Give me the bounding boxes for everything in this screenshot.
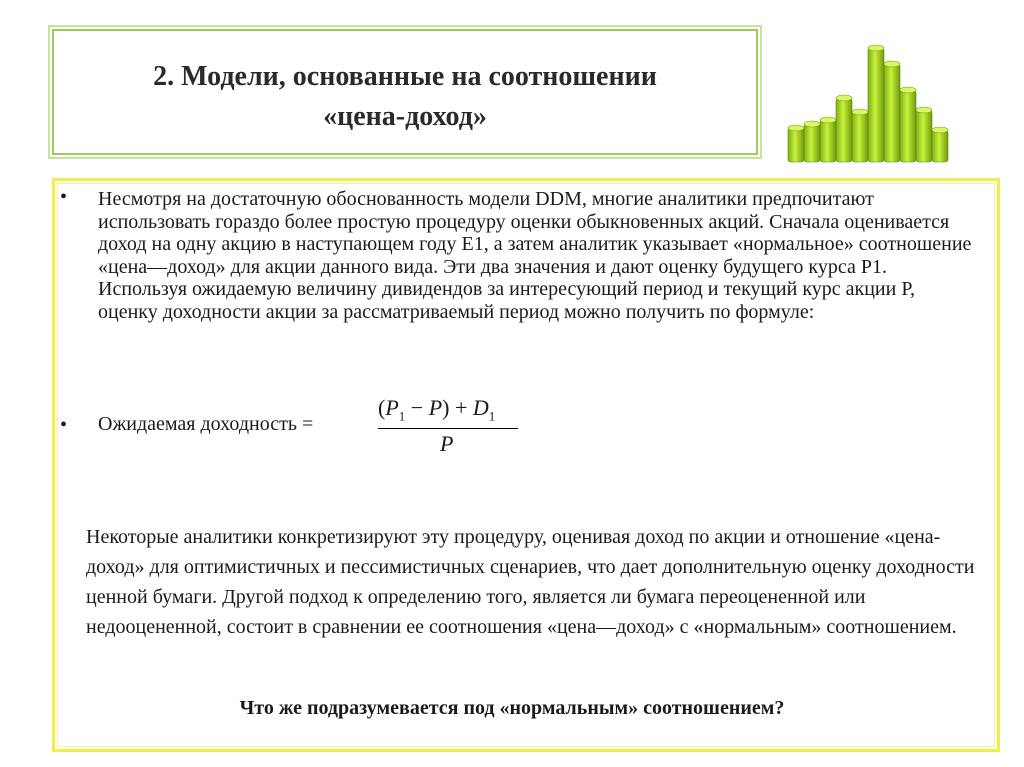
bullet-1-text: Несмотря на достаточную обоснованность модели DDM, многие аналитики предпочитают использовать гораздо более простую процедуру оценки обыкновенных акций. Сначала оценивается доход на одну акцию в наступающем году Е1, а затем аналитик указывает «нормальное» соотношение «цена—доход» для акции данного вида. Эти два значения и дают оценку будущего курса Р1. Используя ожидаемую величину дивидендов за интересующий период и текущий курс акции Р, оценку доходности акции за рассматриваемый период можно получить по формуле: <box>98 188 972 323</box>
title-line-2: «цена-доход» <box>323 101 487 132</box>
title-box <box>52 29 758 155</box>
formula-numerator: $(P_1 - P) + D_1$ <box>378 395 496 424</box>
green-bar-chart-icon <box>780 40 970 170</box>
closing-question: Что же подразумевается под «нормальным» соотношением? <box>239 697 785 719</box>
slide-title <box>54 57 756 137</box>
bullet-1-marker: • <box>60 186 68 208</box>
paragraph-2: Некоторые аналитики конкретизируют эту процедуру, оценивая доход по акции и отношение «цена-доход» для оптимистичных и пессимистичных сценариев, что дает дополнительную оценку доходности ценной бумаги. Другой подход к определению того, является ли бумага переоцененной или недооцененной, состоит в сравнении ее соотношения «цена—доход» с «нормальным» соотношением. <box>86 526 975 638</box>
bullet-2-marker: • <box>60 414 68 436</box>
formula-label: Ожидаемая доходность = <box>98 413 314 435</box>
formula-denominator: P <box>440 431 454 456</box>
title-line-1: 2. Модели, основанные на соотношении <box>153 61 657 92</box>
expected-return-formula <box>378 395 518 461</box>
fraction-line <box>378 428 518 429</box>
